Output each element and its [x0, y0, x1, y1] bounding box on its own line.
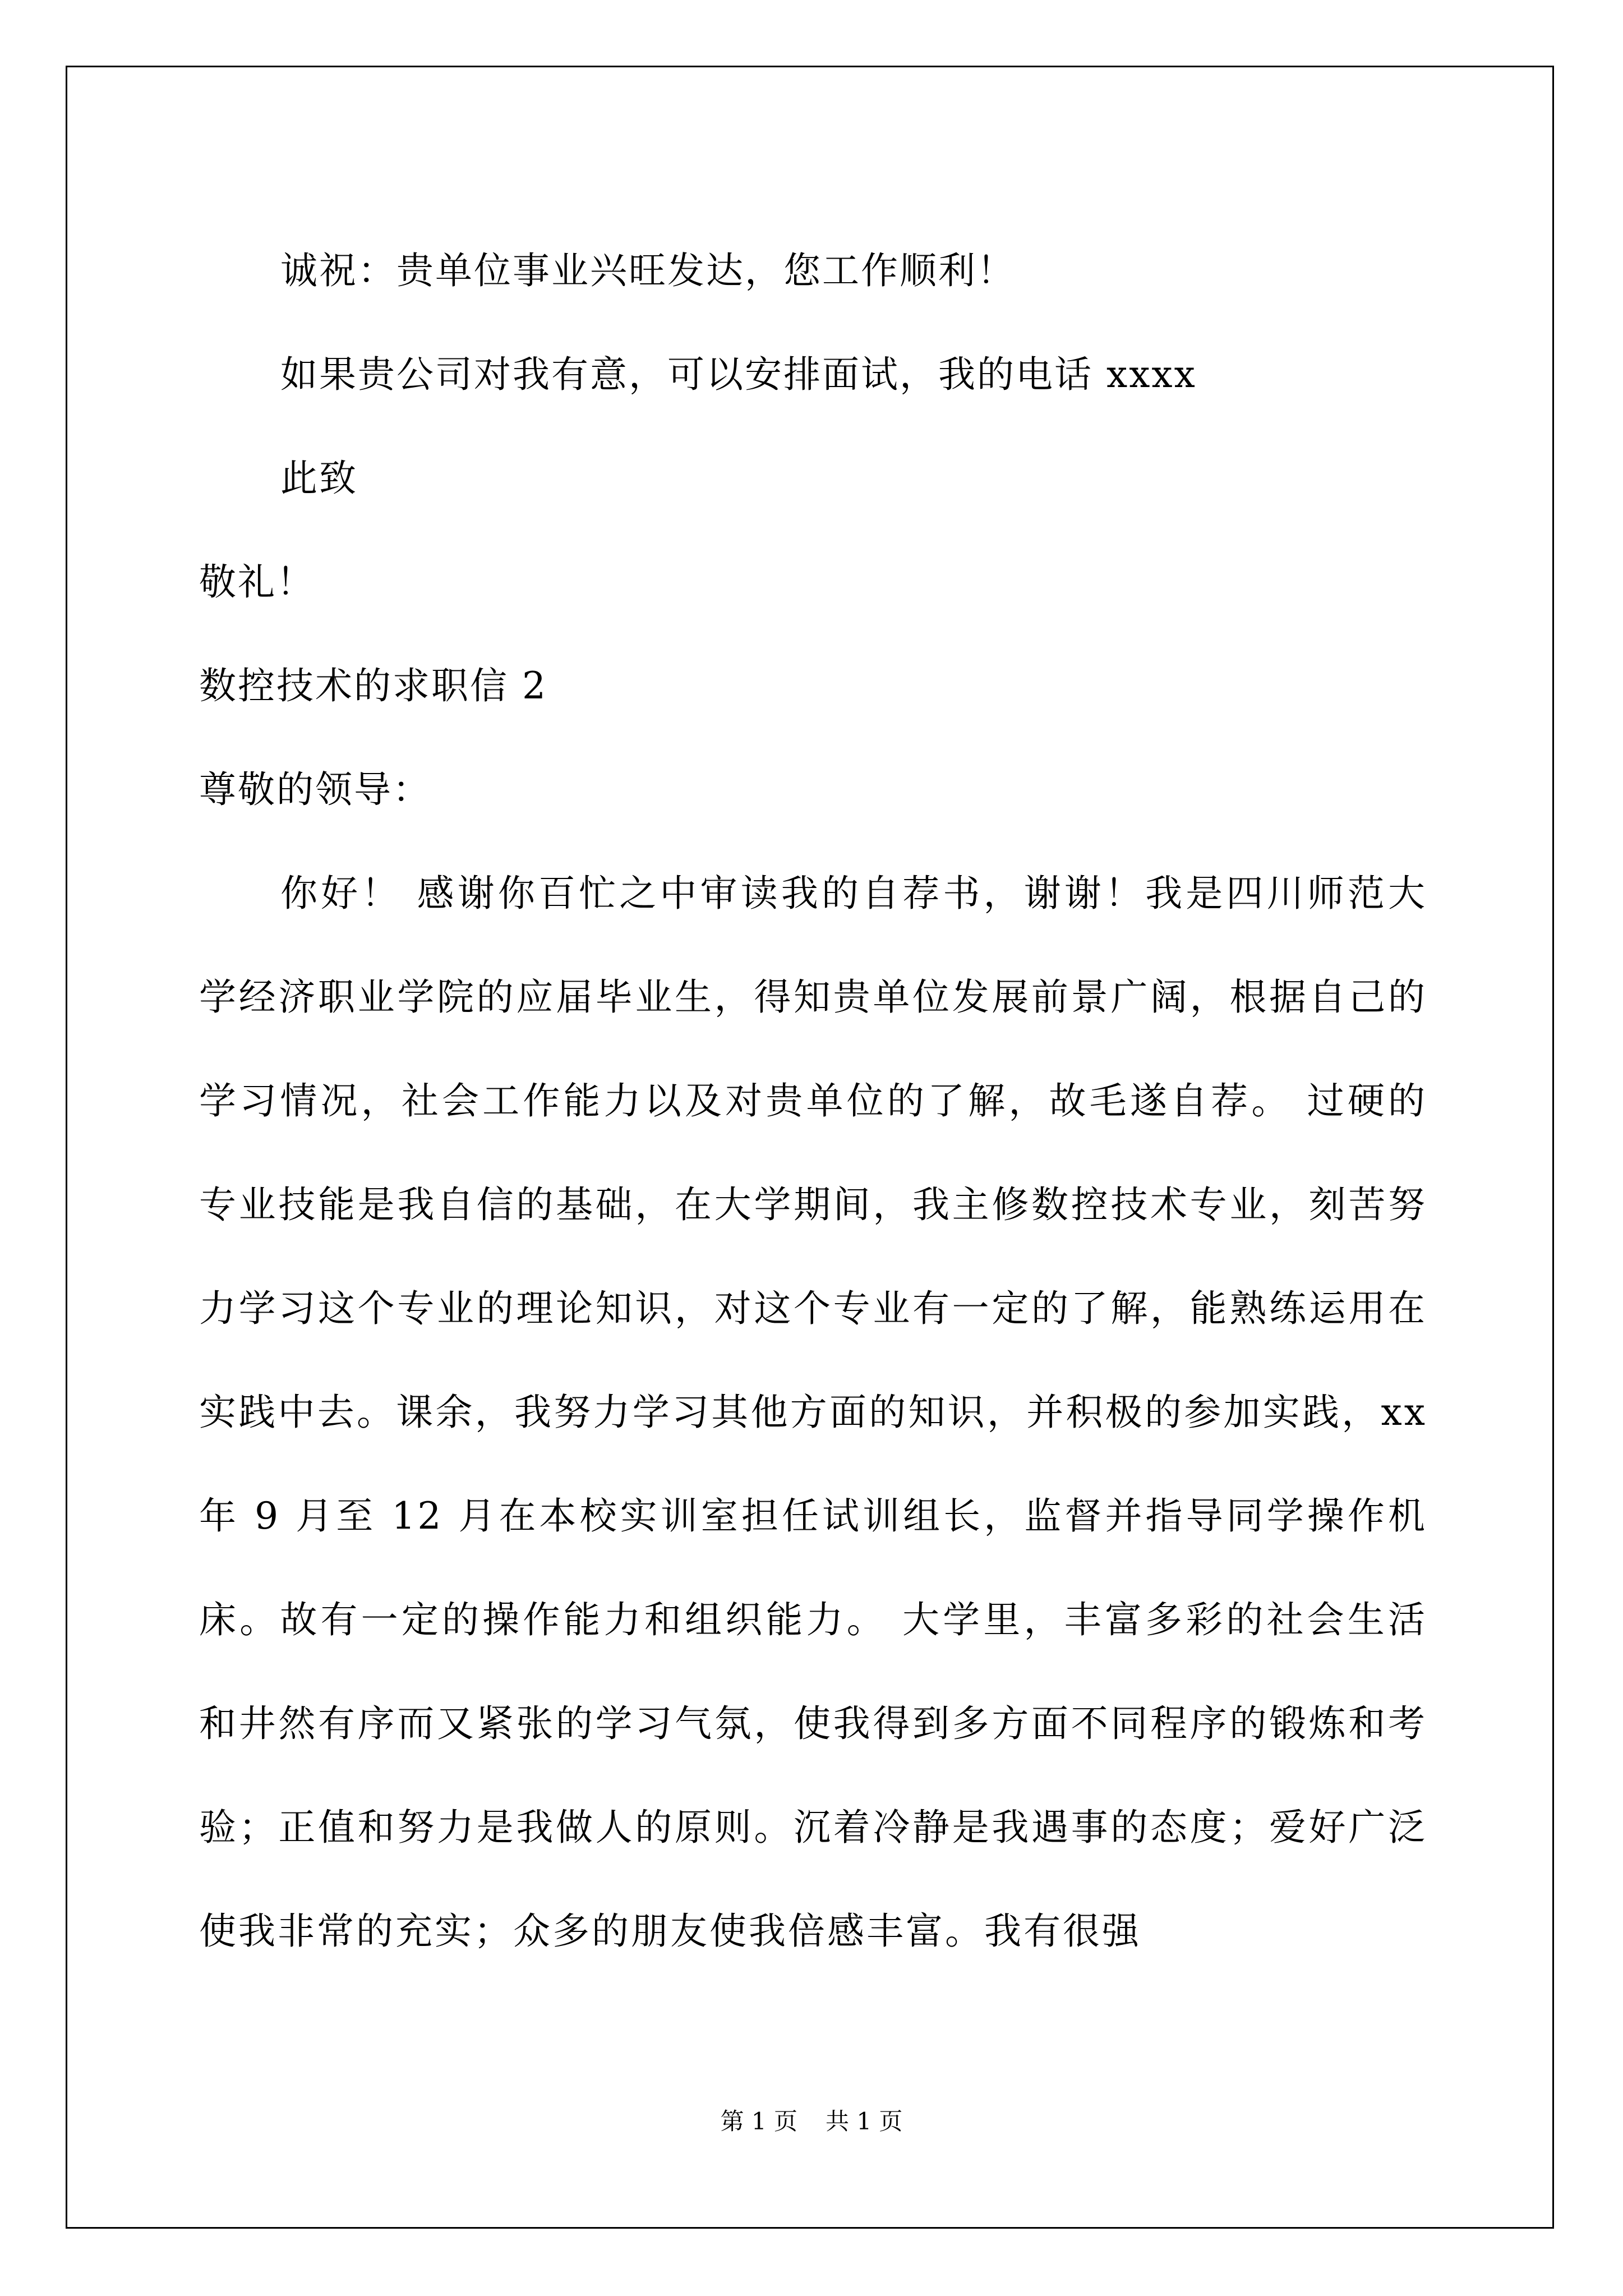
section-title: 数控技术的求职信 2: [199, 664, 547, 707]
page-footer: [0, 2105, 1623, 2138]
document-body: [199, 219, 1427, 1983]
closing-wishes: 诚祝：贵单位事业兴旺发达，您工作顺利！: [280, 249, 1016, 292]
salutation-regards: 敬礼！: [199, 560, 315, 604]
contact-line: 如果贵公司对我有意，可以安排面试，我的电话 xxxx: [280, 353, 1197, 396]
page-total: 共 1 页: [826, 2108, 903, 2135]
salutation-close: 此致: [280, 457, 358, 500]
greeting: 尊敬的领导：: [199, 768, 431, 811]
body-paragraph: 你好！ 感谢你百忙之中审读我的自荐书，谢谢！我是四川师范大学经济职业学院的应届毕业生，得知贵单位发展前景广阔，根据自己的学习情况，社会工作能力以及对贵单位的了解，故毛遂自荐。 过硬的专业技能是我自信的基础，在大学期间，我主修数控技术专业，刻苦努力学习这个专业的理论知识，对这个专业有一定的了解，能熟练运用在实践中去。课余，我努力学习其他方面的知识，并积极的参加实践，xx 年 9 月至 12 月在本校实训室担任试训组长，监督并指导同学操作机床。故有一定的操作能力和组织能力。 大学里，丰富多彩的社会生活和井然有序而又紧张的学习气氛，使我得到多方面不同程序的锻炼和考验；正值和努力是我做人的原则。沉着冷静是我遇事的态度；爱好广泛使我非常的充实；众多的朋友使我倍感丰富。我有很强: [199, 872, 1427, 1953]
page-number: 第 1 页: [720, 2108, 797, 2135]
